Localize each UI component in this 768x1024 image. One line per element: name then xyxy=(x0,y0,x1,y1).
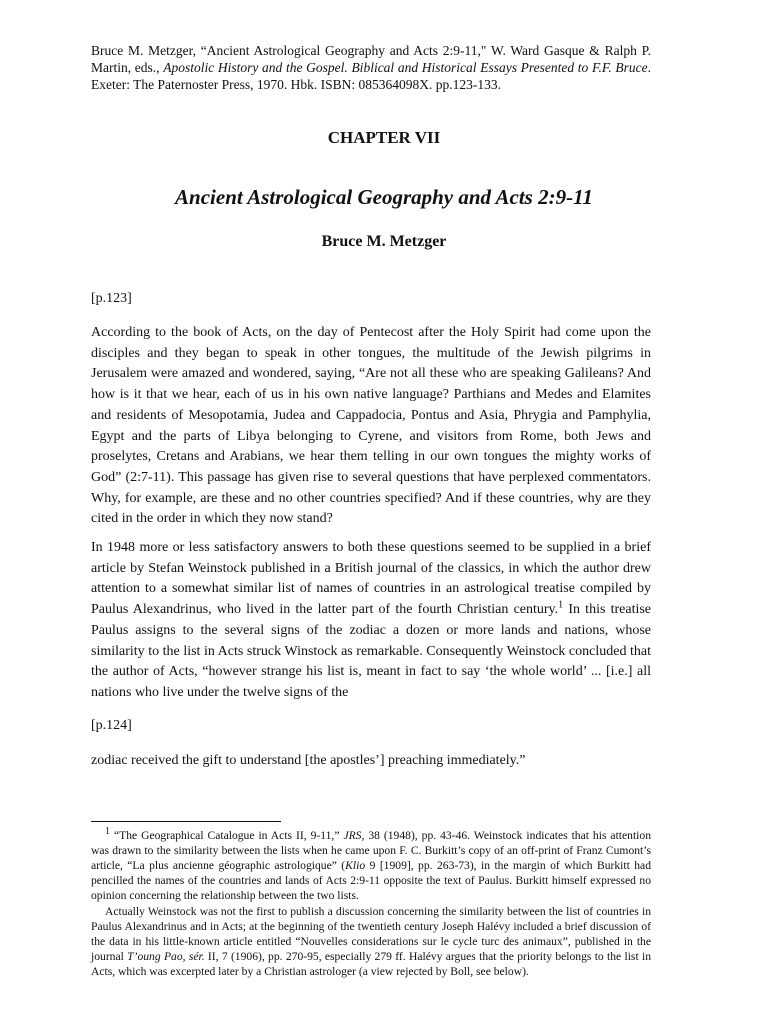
footnote-journal: T’oung Pao, sér. xyxy=(127,950,205,964)
citation-text: Bruce M. Metzger, “Ancient Astrological Geography and Acts 2:9-11," W. Ward Gasque & Ralph P. Martin, eds., xyxy=(91,43,651,75)
footnote-divider xyxy=(91,821,281,822)
paragraph-2 xyxy=(91,538,651,704)
paragraph-2-text-b: In this treatise Paulus assigns to the several signs of the zodiac a dozen or more lands and nations, whose similarity to the list in Acts struck Winstock as remarkable. Consequently Weinstock concluded that the author of Acts, “however strange his list is, meant in fact to say ‘the whole world’ ... [i.e.] all nations who live under the twelve signs of the xyxy=(91,602,652,700)
footnote-1 xyxy=(91,828,651,903)
paragraph-3: zodiac received the gift to understand [the apostles’] preaching immediately.” xyxy=(91,753,526,768)
footnote-number: 1 xyxy=(105,826,110,838)
footnote-journal: Klio xyxy=(345,859,366,873)
footnote-journal: JRS, xyxy=(343,829,365,842)
page-marker: [p.124] xyxy=(91,718,132,733)
footnote-2 xyxy=(91,904,651,979)
footnote-text: II, 7 (1906), pp. 270-95, especially 279 ff. Halévy argues that the priority belongs to the list in Acts, which was excerpted later by a Christian astrologer (a view rejected by Boll, see below). xyxy=(91,950,651,979)
footnote-text: Actually Weinstock was not the first to publish a discussion concerning the similarity between the list of countries in Paulus Alexandrinus and in Acts; at the beginning of the twentieth century Joseph Halévy included a brief discussion of the data in his little-known article entitled “Nouvelles considerations sur le cycle turc des animaux”, published in the journal xyxy=(91,905,651,964)
footnote-text: “The Geographical Catalogue in Acts II, 9-11,” xyxy=(110,829,344,842)
chapter-heading: CHAPTER VII xyxy=(327,128,441,147)
paragraph-1: According to the book of Acts, on the day of Pentecost after the Holy Spirit had come upon the disciples and they began to speak in other tongues, the multitude of the Jewish pilgrims in Jerusalem were amazed and wondered, saying, “Are not all these who are speaking Galileans? And how is it that we hear, each of us in his own native language? Parthians and Medes and Elamites and residents of Mesopotamia, Judea and Cappadocia, Pontus and Asia, Phrygia and Pamphylia, Egypt and the parts of Libya belonging to Cyrene, and visitors from Rome, both Jews and proselytes, Cretans and Arabians, we hear them telling in our own tongues the mighty works of God” (2:7-11). This passage has given rise to several questions that have perplexed commentators. Why, for example, are these and no other countries specified? And if these countries, why are they cited in the order in which they now stand? xyxy=(91,325,651,527)
article-author: Bruce M. Metzger xyxy=(321,233,447,250)
paragraph-2-text-a: In 1948 more or less satisfactory answers to both these questions seemed to be supplied in a brief article by Stefan Weinstock published in a British journal of the classics, in which the author drew attention to a somewhat similar list of names of countries in an astrological treatise compiled by Paulus Alexandrinus, who lived in the latter part of the fourth Christian century. xyxy=(91,540,651,618)
citation-publication: . Exeter: The Paternoster Press, 1970. Hbk. ISBN: 085364098X. pp.123-133. xyxy=(91,60,651,92)
citation-header xyxy=(91,42,651,93)
footnote-ref[interactable]: 1 xyxy=(558,599,564,611)
citation-book-title: Apostolic History and the Gospel. Biblical and Historical Essays Presented to F.F. Bruce xyxy=(163,60,648,75)
footnote-text: 9 [1909], pp. 263-73), in the margin of which Burkitt had pencilled the names of the countries and lands of Acts 2:9-11 opposite the text of Paulus. Burkitt himself expressed no opinion concerning the relationship between the two lists. xyxy=(91,859,651,903)
footnote-text: 38 (1948), pp. 43-46. Weinstock indicates that his attention was drawn to the similarity between the lists when he came upon F. C. Burkitt’s copy of an off-print of Franz Cumont’s article, “La plus ancienne géographic astrologique” ( xyxy=(91,829,651,873)
article-title: Ancient Astrological Geography and Acts 2:9-11 xyxy=(175,185,593,209)
page-marker: [p.123] xyxy=(91,291,132,306)
